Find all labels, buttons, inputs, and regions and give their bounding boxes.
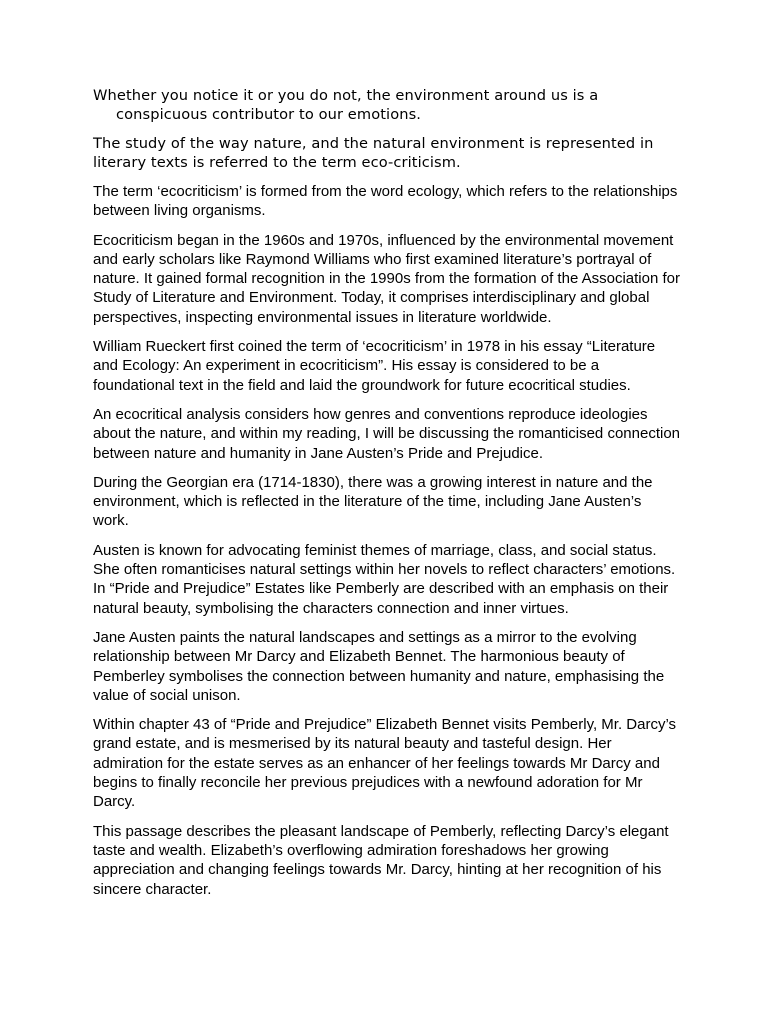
paragraph-passage: This passage describes the pleasant landscape of Pemberly, reflecting Darcy’s elegant taste and wealth. Elizabeth’s overflowing admiration foreshadows her growing appreciation and changing feelings towards Mr. Darcy, hinting at her recognition of his sincere character. — [93, 822, 669, 898]
paragraph-austen-themes: Austen is known for advocating feminist themes of marriage, class, and social status. She often romanticises natural settings within her novels to reflect characters’ emotions. In “Pride and Prejudice” Estates like Pemberly are described with an emphasis on their natural beauty, symbolising the characters connection and inner virtues. — [93, 541, 676, 617]
paragraph-intro: Whether you notice it or you do not, the environment around us is a conspicuous contributor to our emotions. — [93, 87, 599, 123]
paragraph-rueckert: William Rueckert first coined the term of ‘ecocriticism’ in 1978 in his essay “Literature and Ecology: An experiment in ecocriticism”. His essay is considered to be a foundational text in the field and laid the groundwork for future ecocritical studies. — [93, 338, 656, 394]
paragraph-analysis: An ecocritical analysis considers how genres and conventions reproduce ideologies about the nature, and within my reading, I will be discussing the romanticised connection between nature and humanity in Jane Austen’s Pride and Prejudice. — [93, 405, 680, 462]
paragraph-term-origin: The term ‘ecocriticism’ is formed from the word ecology, which refers to the relationships between living organisms. — [93, 183, 678, 220]
paragraph-landscapes: Jane Austen paints the natural landscapes and settings as a mirror to the evolving relationship between Mr Darcy and Elizabeth Bennet. The harmonious beauty of Pemberley symbolises the connection between humanity and nature, emphasising the value of social unison. — [93, 628, 665, 704]
paragraph-georgian-era: During the Georgian era (1714-1830), there was a growing interest in nature and the environment, which is reflected in the literature of the time, including Jane Austen’s work. — [93, 473, 653, 530]
paragraph-definition: The study of the way nature, and the natural environment is represented in literary texts is referred to the term eco-criticism. — [93, 135, 654, 171]
document-page — [93, 86, 681, 909]
paragraph-history: Ecocriticism began in the 1960s and 1970s, influenced by the environmental movement and early scholars like Raymond Williams who first examined literature’s portrayal of nature. It gained formal recognition in the 1990s from the formation of the Association for Study of Literature and Environment. Today, it comprises interdisciplinary and global perspectives, inspecting environmental issues in literature worldwide. — [93, 231, 680, 326]
paragraph-chapter-43: Within chapter 43 of “Pride and Prejudice” Elizabeth Bennet visits Pemberly, Mr. Darcy’s grand estate, and is mesmerised by its natural beauty and tasteful design. Her admiration for the estate serves as an enhancer of her feelings towards Mr Darcy and begins to finally reconcile her previous prejudices with a newfound adoration for Mr Darcy. — [93, 716, 677, 811]
